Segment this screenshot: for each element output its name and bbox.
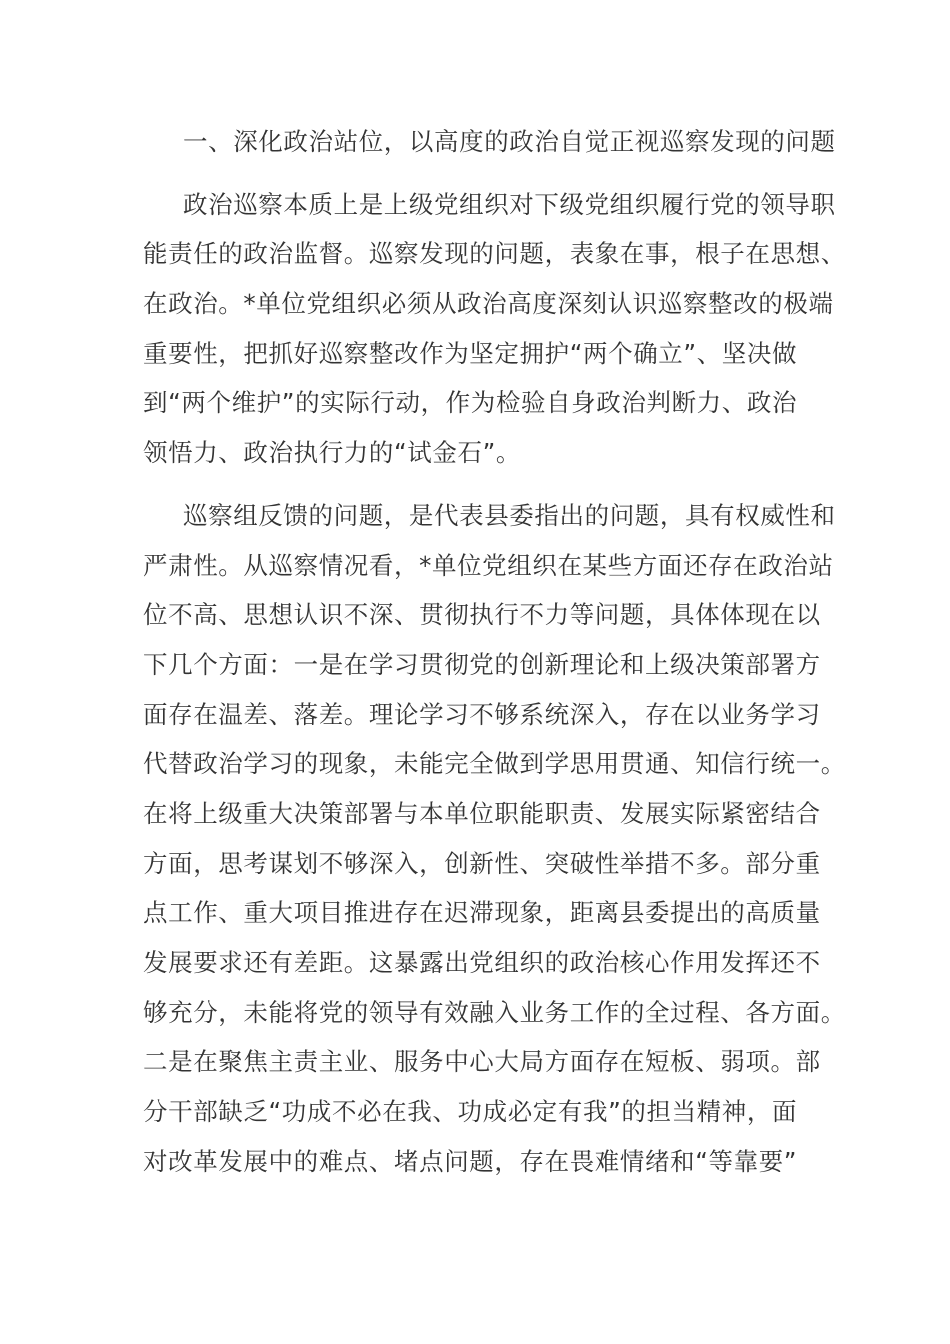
paragraph-line: 二是在聚焦主责主业、服务中心大局方面存在短板、弱项。部: [143, 1047, 821, 1077]
paragraph-line: 在将上级重大决策部署与本单位职能职责、发展实际紧密结合: [143, 798, 821, 828]
paragraph-line: 领悟力、政治执行力的“试金石”。: [143, 438, 521, 468]
paragraph-line: 政治巡察本质上是上级党组织对下级党组织履行党的领导职: [183, 189, 836, 219]
paragraph-line: 到“两个维护”的实际行动，作为检验自身政治判断力、政治: [143, 388, 798, 418]
paragraph-line: 代替政治学习的现象，未能完全做到学思用贯通、知信行统一。: [143, 749, 846, 779]
paragraph-line: 能责任的政治监督。巡察发现的问题，表象在事，根子在思想、: [143, 239, 846, 269]
paragraph-2: [143, 491, 846, 1187]
paragraph-line: 严肃性。从巡察情况看，*单位党组织在某些方面还存在政治站: [143, 550, 834, 580]
paragraph-line: 巡察组反馈的问题，是代表县委指出的问题，具有权威性和: [183, 500, 836, 530]
section-heading-block: [143, 117, 836, 167]
paragraph-line: 分干部缺乏“功成不必在我、功成必定有我”的担当精神，面: [143, 1097, 798, 1127]
paragraph-line: 方面，思考谋划不够深入，创新性、突破性举措不多。部分重: [143, 848, 821, 878]
paragraph-line: 对改革发展中的难点、堵点问题，存在畏难情绪和“等靠要”: [143, 1146, 798, 1176]
paragraph-line: 在政治。*单位党组织必须从政治高度深刻认识巡察整改的极端: [143, 289, 834, 319]
section-heading: 一、深化政治站位，以高度的政治自觉正视巡察发现的问题: [183, 127, 836, 156]
paragraph-line: 点工作、重大项目推进存在迟滞现象，距离县委提出的高质量: [143, 898, 821, 928]
paragraph-line: 发展要求还有差距。这暴露出党组织的政治核心作用发挥还不: [143, 948, 821, 977]
paragraph-line: 重要性，把抓好巡察整改作为坚定拥护“两个确立”、坚决做: [143, 338, 798, 368]
paragraph-line: 下几个方面：一是在学习贯彻党的创新理论和上级决策部署方: [143, 649, 821, 679]
paragraph-line: 位不高、思想认识不深、贯彻执行不力等问题，具体体现在以: [143, 600, 821, 630]
paragraph-line: 够充分，未能将党的领导有效融入业务工作的全过程、各方面。: [143, 997, 846, 1027]
paragraph-1: [143, 180, 846, 478]
document-page: [143, 117, 846, 1199]
paragraph-line: 面存在温差、落差。理论学习不够系统深入，存在以业务学习: [143, 699, 821, 729]
